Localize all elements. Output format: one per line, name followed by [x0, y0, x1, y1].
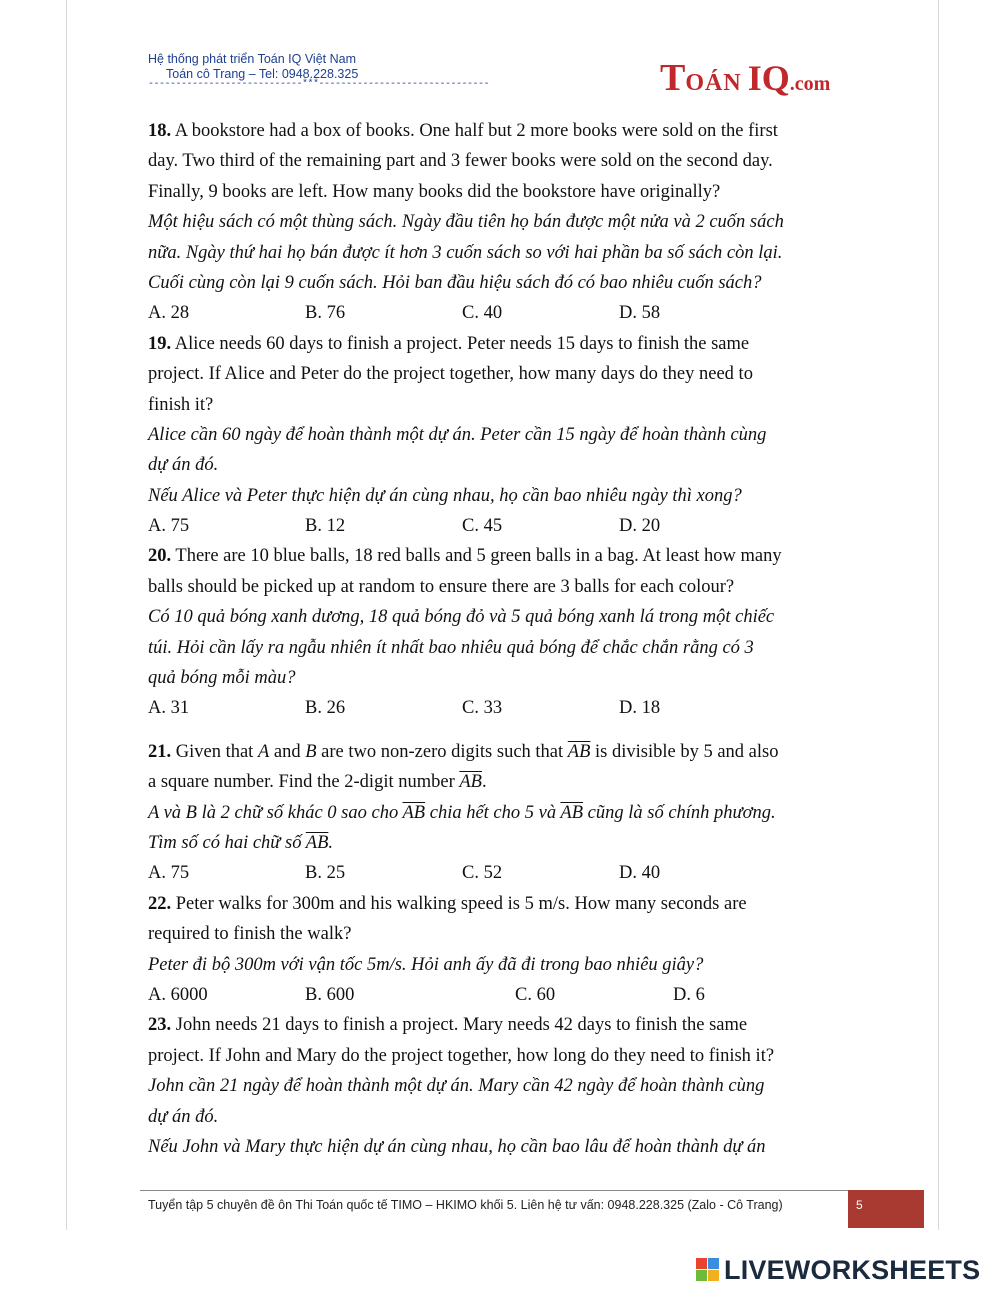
question-number: 22.	[148, 893, 172, 914]
logo-tile-yellow	[708, 1270, 719, 1281]
option-c: C. 33	[462, 698, 503, 719]
option-a: A. 28	[148, 303, 190, 324]
spacer	[148, 724, 883, 737]
page-border-left	[66, 0, 67, 1230]
question-22-vi-line: Peter đi bộ 300m với vận tốc 5m/s. Hỏi anh ấy đã đi trong bao nhiêu giây?	[148, 954, 704, 975]
option-b: B. 25	[305, 863, 346, 884]
liveworksheets-logo-icon	[696, 1258, 720, 1282]
question-19-options	[148, 511, 883, 541]
question-23-vi-line: dự án đó.	[148, 1106, 219, 1127]
liveworksheets-watermark	[696, 1256, 980, 1284]
logo-tile-blue	[708, 1258, 719, 1269]
option-c: C. 60	[515, 984, 556, 1005]
question-23-vi-line: John cần 21 ngày để hoàn thành một dự án. Mary cần 42 ngày để hoàn thành cùng	[148, 1076, 765, 1097]
question-18-options	[148, 298, 883, 328]
question-21-options	[148, 858, 883, 888]
header-divider: ----------------------------***-------------------------------	[148, 79, 490, 90]
question-18-en-line: Finally, 9 books are left. How many books did the bookstore have originally?	[148, 181, 721, 202]
logo-letter-t: T	[660, 57, 686, 99]
option-d: D. 6	[673, 984, 705, 1005]
footer-text: Tuyển tập 5 chuyên đề ôn Thi Toán quốc tế TIMO – HKIMO khối 5. Liên hệ tư vấn: 0948.228.325 (Zalo - Cô Trang)	[148, 1198, 783, 1212]
option-a: A. 75	[148, 863, 190, 884]
option-d: D. 40	[619, 863, 661, 884]
question-number: 19.	[148, 333, 172, 354]
question-number: 21.	[148, 741, 172, 762]
option-b: B. 600	[305, 984, 355, 1005]
question-number: 18.	[148, 121, 172, 141]
logo-tile-red	[696, 1258, 707, 1269]
question-18-vi-line: Cuối cùng còn lại 9 cuốn sách. Hỏi ban đầu hiệu sách đó có bao nhiêu cuốn sách?	[148, 272, 762, 293]
question-20-options	[148, 693, 883, 723]
question-23-en-line: project. If John and Mary do the project together, how long do they need to finish it?	[148, 1045, 775, 1066]
header-contact: Toán cô Trang – Tel: 0948.228.325	[166, 67, 359, 81]
option-b: B. 12	[305, 516, 346, 537]
question-18-vi-line: Một hiệu sách có một thùng sách. Ngày đầu tiên họ bán được một nửa và 2 cuốn sách	[148, 212, 784, 233]
question-21-vi-line: A và B là 2 chữ số khác 0 sao cho $\overline{AB}$ chia hết cho 5 và $\overline{AB}$ cũng là số chính phương.	[148, 802, 776, 823]
question-number: 23.	[148, 1015, 172, 1036]
header-organization: Hệ thống phát triển Toán IQ Việt Nam	[148, 52, 356, 66]
question-23-en-line: 23. John needs 21 days to finish a project. Mary needs 42 days to finish the same	[148, 1015, 748, 1036]
liveworksheets-text: LIVEWORKSHEETS	[724, 1254, 981, 1285]
question-19-en-line: finish it?	[148, 394, 214, 415]
option-a: A. 31	[148, 698, 190, 719]
question-19-en-line: 19. Alice needs 60 days to finish a project. Peter needs 15 days to finish the same	[148, 333, 750, 354]
question-21-en-line: a square number. Find the 2-digit number $\overline{AB}$.	[148, 772, 487, 793]
question-number: 20.	[148, 546, 172, 567]
question-18-vi-line: nữa. Ngày thứ hai họ bán được ít hơn 3 cuốn sách so với hai phần ba số sách còn lại.	[148, 242, 783, 263]
question-22-en-line: 22. Peter walks for 300m and his walking speed is 5 m/s. How many seconds are	[148, 893, 747, 914]
question-21-en-line: 21. Given that A and B are two non-zero digits such that $\overline{AB}$ is divisible by 5 and also	[148, 741, 779, 762]
page-number: 5	[856, 1198, 863, 1212]
question-23-vi-line: Nếu John và Mary thực hiện dự án cùng nhau, họ cần bao lâu để hoàn thành dự án	[148, 1136, 766, 1157]
page-header	[148, 52, 848, 102]
option-c: C. 52	[462, 863, 503, 884]
question-21-vi-line: Tìm số có hai chữ số $\overline{AB}$.	[148, 832, 333, 853]
option-d: D. 20	[619, 516, 661, 537]
option-d: D. 58	[619, 303, 661, 324]
option-b: B. 76	[305, 303, 346, 324]
overline-ab: $\overline{AB}$	[560, 802, 584, 823]
overline-ab: $\overline{AB}$	[305, 832, 329, 853]
option-a: A. 75	[148, 516, 190, 537]
question-19-vi-line: dự án đó.	[148, 455, 219, 476]
page-border-right	[938, 0, 939, 1230]
toaniq-logo	[660, 56, 830, 100]
logo-tile-green	[696, 1270, 707, 1281]
question-20-vi-line: Có 10 quả bóng xanh dương, 18 quả bóng đỏ và 5 quả bóng xanh lá trong một chiếc	[148, 607, 775, 628]
question-19-vi-line: Alice cần 60 ngày để hoàn thành một dự án. Peter cần 15 ngày để hoàn thành cùng	[148, 424, 767, 445]
question-20-en-line: 20. There are 10 blue balls, 18 red balls and 5 green balls in a bag. At least how many	[148, 546, 782, 567]
option-d: D. 18	[619, 698, 661, 719]
logo-com: .com	[789, 73, 831, 95]
question-18-en-line: day. Two third of the remaining part and 3 fewer books were sold on the second day.	[148, 151, 773, 172]
option-b: B. 26	[305, 698, 346, 719]
question-18-en-line: 18. A bookstore had a box of books. One half but 2 more books were sold on the first	[148, 121, 778, 141]
logo-letters-oan: OÁN	[685, 70, 742, 96]
question-22-en-line: required to finish the walk?	[148, 924, 352, 945]
overline-ab: $\overline{AB}$	[402, 802, 426, 823]
option-c: C. 40	[462, 303, 503, 324]
footer-divider	[140, 1190, 852, 1191]
logo-iq: IQ	[747, 58, 790, 98]
option-c: C. 45	[462, 516, 503, 537]
question-19-vi-line: Nếu Alice và Peter thực hiện dự án cùng nhau, họ cần bao nhiêu ngày thì xong?	[148, 485, 742, 506]
option-a: A. 6000	[148, 984, 208, 1005]
overline-ab: $\overline{AB}$	[459, 772, 482, 793]
page-number-box	[848, 1190, 924, 1228]
question-19-en-line: project. If Alice and Peter do the project together, how many days do they need to	[148, 364, 753, 385]
question-20-vi-line: quả bóng mỗi màu?	[148, 668, 296, 689]
overline-ab: $\overline{AB}$	[567, 741, 591, 762]
question-list	[148, 116, 883, 1162]
question-20-en-line: balls should be picked up at random to ensure there are 3 balls for each colour?	[148, 576, 735, 597]
question-22-options	[148, 980, 883, 1010]
question-20-vi-line: túi. Hỏi cần lấy ra ngẫu nhiên ít nhất bao nhiêu quả bóng để chắc chắn rằng có 3	[148, 637, 754, 658]
